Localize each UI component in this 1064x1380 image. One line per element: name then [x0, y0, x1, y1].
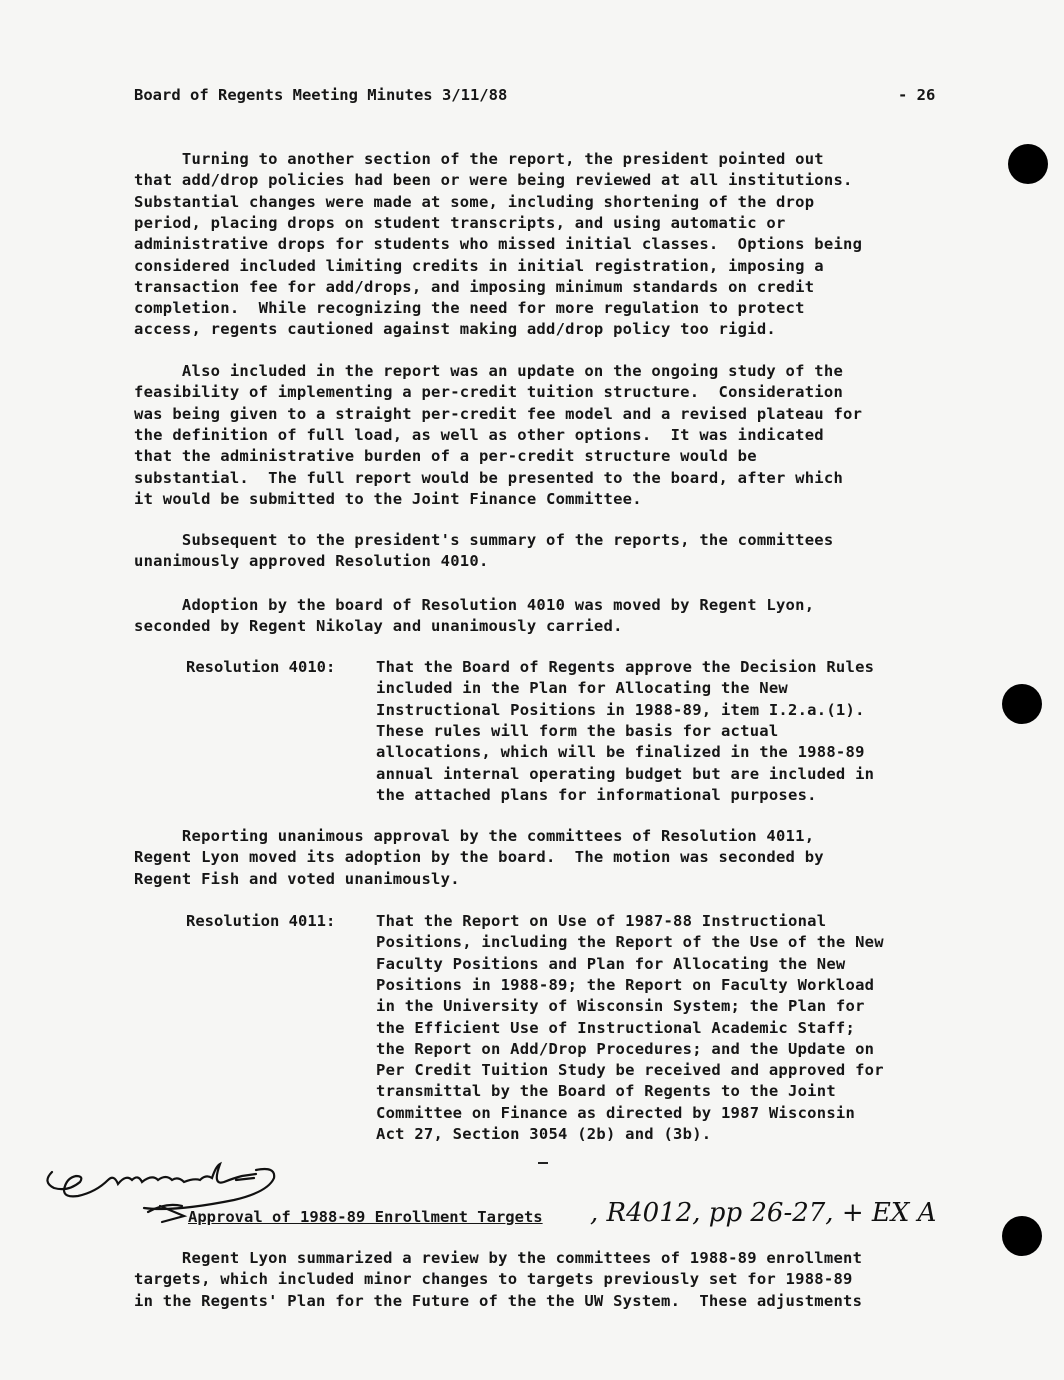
text-line: seconded by Regent Nikolay and unanimously carried.	[134, 617, 623, 636]
text-line: Per Credit Tuition Study be received and approved for	[376, 1061, 884, 1080]
text-line: Substantial changes were made at some, including shortening of the drop	[134, 192, 815, 211]
text-line: Subsequent to the president's summary of the reports, the committees	[134, 531, 834, 549]
text-line: Adoption by the board of Resolution 4010 was moved by Regent Lyon,	[134, 596, 815, 614]
text-line: Committee on Finance as directed by 1987 Wisconsin	[376, 1103, 856, 1122]
text-line: was being given to a straight per-credit fee model and a revised plateau for	[134, 404, 863, 423]
text-line: Regent Fish and voted unanimously.	[134, 869, 460, 888]
text-line: transmittal by the Board of Regents to the Joint	[376, 1082, 836, 1101]
text-line: targets, which included minor changes to targets previously set for 1988-89	[134, 1270, 853, 1289]
text-line: Faculty Positions and Plan for Allocating the New	[376, 954, 846, 973]
text-line: transaction fee for add/drops, and imposing minimum standards on credit	[134, 277, 815, 296]
text-line: access, regents cautioned against making add/drop policy too rigid.	[134, 320, 776, 339]
page-header-title: Board of Regents Meeting Minutes 3/11/88	[134, 86, 508, 104]
text-line: That the Report on Use of 1987-88 Instructional	[376, 912, 827, 930]
resolution-4011-label: Resolution 4011:	[186, 912, 336, 930]
text-line: Reporting unanimous approval by the committees of Resolution 4011,	[134, 827, 815, 845]
text-line: the Report on Add/Drop Procedures; and the Update on	[376, 1039, 875, 1058]
text-line: Also included in the report was an update on the ongoing study of the	[134, 362, 844, 380]
text-line: considered included limiting credits in initial registration, imposing a	[134, 256, 824, 275]
text-line: substantial. The full report would be presented to the board, after which	[134, 468, 844, 487]
text-line: the definition of full load, as well as other options. It was indicated	[134, 425, 824, 444]
section-title: Approval of 1988-89 Enrollment Targets	[188, 1208, 543, 1226]
text-line: period, placing drops on student transcripts, and using automatic or	[134, 213, 786, 232]
text-line: Regent Lyon summarized a review by the committees of 1988-89 enrollment	[134, 1249, 863, 1267]
text-line: the attached plans for informational purposes.	[376, 785, 817, 804]
text-line: administrative drops for students who missed initial classes. Options being	[134, 235, 863, 254]
text-line: Positions in 1988-89; the Report on Faculty Workload	[376, 975, 875, 994]
resolution-4010-label: Resolution 4010:	[186, 658, 336, 676]
text-line: it would be submitted to the Joint Finance Committee.	[134, 489, 642, 508]
text-line: These rules will form the basis for actual	[376, 721, 779, 740]
text-line: in the University of Wisconsin System; the Plan for	[376, 997, 865, 1016]
page-number: - 26	[898, 86, 936, 104]
text-line: the Efficient Use of Instructional Academic Staff;	[376, 1018, 856, 1037]
text-line: annual internal operating budget but are included in	[376, 764, 875, 783]
text-line: allocations, which will be finalized in the 1988-89	[376, 743, 865, 762]
text-line: feasibility of implementing a per-credit tuition structure. Consideration	[134, 383, 844, 402]
handwritten-reference-note: , R4012, pp 26-27, + EX A	[590, 1198, 937, 1228]
text-line: unanimously approved Resolution 4010.	[134, 552, 489, 571]
text-line: in the Regents' Plan for the Future of the the UW System. These adjustments	[134, 1291, 863, 1310]
text-line: That the Board of Regents approve the Decision Rules	[376, 658, 875, 676]
text-line: Act 27, Section 3054 (2b) and (3b).	[376, 1125, 712, 1143]
text-line: Turning to another section of the report, the president pointed out	[134, 150, 824, 168]
text-line: Positions, including the Report of the Use of the New	[376, 933, 884, 952]
text-line: Regent Lyon moved its adoption by the board. The motion was seconded by	[134, 848, 824, 867]
text-line: completion. While recognizing the need for more regulation to protect	[134, 299, 805, 318]
text-line: included in the Plan for Allocating the New	[376, 679, 789, 698]
text-line: that the administrative burden of a per-credit structure would be	[134, 447, 757, 466]
text-line: Instructional Positions in 1988-89, item I.2.a.(1).	[376, 700, 865, 719]
text-line: that add/drop policies had been or were being reviewed at all institutions.	[134, 171, 853, 190]
